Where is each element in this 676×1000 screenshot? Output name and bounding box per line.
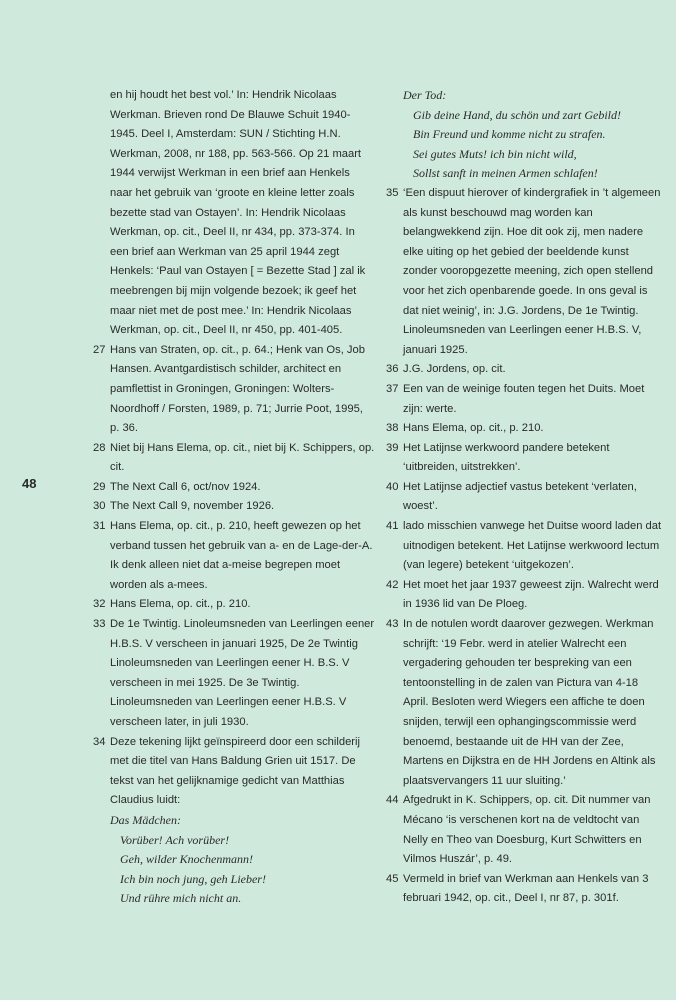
footnote-text: Vermeld in brief van Werkman aan Henkels van 3 februari 1942, op. cit., Deel I, nr 87, p. 301f.: [403, 872, 649, 905]
footnote-number: 28: [93, 441, 106, 454]
footnote: [93, 517, 375, 595]
footnote-number: 36: [386, 363, 399, 376]
footnote-text: De 1e Twintig. Linoleumsneden van Leerlingen eener H.B.S. V verscheen in januari 1925, De 2e Twintig Linoleumsneden van Leerlingen eener H. B.S. V verscheen in mei 1925. De 3e Twintig. Linoleumsneden van Leerlingen eener H.B.S. V verscheen later, in juli 1930.: [110, 618, 375, 728]
footnote-text: Hans Elema, op. cit., p. 210, heeft gewezen op het verband tussen het gebruik van a- en de Lage-der-A. Ik denk alleen niet dat a-meise begrepen moet worden als a-mees.: [110, 520, 373, 591]
footnote: [93, 733, 375, 811]
footnote-number: 41: [386, 520, 399, 533]
footnote-number: 39: [386, 441, 399, 454]
poem-heading: Das Mädchen:: [110, 812, 181, 827]
poem-line: Geh, wilder Knochenmann!: [120, 852, 253, 867]
footnote-text: lado misschien vanwege het Duitse woord laden dat uitnodigen betekent. Het Latijnse werkwoord lectum (van legere) betekent ‘uitgekozen’.: [403, 520, 662, 572]
poem-line: Bin Freund und komme nicht zu strafen.: [413, 127, 606, 142]
poem-line: Ich bin noch jung, geh Lieber!: [120, 871, 266, 886]
footnote: [386, 517, 662, 576]
left-notes-list: [93, 341, 375, 811]
footnote: [386, 184, 662, 360]
footnote-text: ‘Een dispuut hierover of kindergrafiek in ’t algemeen als kunst beschouwd mag worden kan belangwekkend zijn. Hoe dit ook zij, men nadere elke uiting op het gebied der beeldende kunst zonder vooropgezette meening, zich open stellend voor het zich openbarende goede. In ons geval is dat niet weinig’, in: J.G. Jordens, De 1e Twintig. Linoleumsneden van Leerlingen eener H.B.S. V, januari 1925.: [403, 186, 661, 356]
footnote-number: 38: [386, 422, 399, 435]
footnote: [93, 615, 375, 733]
footnote: [386, 419, 662, 439]
footnote: [386, 615, 662, 791]
poem-maiden: [93, 811, 375, 909]
footnote-number: 42: [386, 578, 399, 591]
footnote-number: 33: [93, 618, 106, 631]
poem-line: Gib deine Hand, du schön und zart Gebild!: [413, 107, 621, 122]
footnote-text: J.G. Jordens, op. cit.: [403, 363, 506, 376]
footnote-number: 29: [93, 480, 106, 493]
right-column: [386, 86, 662, 909]
footnote-number: 35: [386, 186, 399, 199]
footnote-number: 45: [386, 872, 399, 885]
poem-line: Vorüber! Ach vorüber!: [120, 832, 230, 847]
footnote-text: Het Latijnse werkwoord pandere betekent ‘uitbreiden, uitstrekken’.: [403, 441, 610, 474]
footnote-number: 32: [93, 598, 106, 611]
footnote-text: Hans van Straten, op. cit., p. 64.; Henk van Os, Job Hansen. Avantgardistisch schilder, architect en pamflettist in Groningen, Groningen: Wolters-Noordhoff / Forsten, 1989, p. 71; Jurrie Poot, 1995, p. 36.: [110, 343, 365, 435]
footnote-number: 31: [93, 520, 106, 533]
footnote: [386, 478, 662, 517]
footnote-number: 27: [93, 343, 106, 356]
poem-line: Sei gutes Muts! ich bin nicht wild,: [413, 146, 577, 161]
footnote: [386, 576, 662, 615]
footnote: [93, 341, 375, 439]
footnote: [386, 360, 662, 380]
footnote-text: Afgedrukt in K. Schippers, op. cit. Dit nummer van Mécano ‘is verschenen kort na de veldtocht van Nelly en Theo van Doesburg, Kurt Schwitters en Vilmos Huszár’, p. 49.: [403, 794, 651, 866]
footnote: [386, 439, 662, 478]
footnote-number: 44: [386, 794, 399, 807]
footnote-number: 34: [93, 735, 106, 748]
footnote-text: The Next Call 6, oct/nov 1924.: [110, 480, 261, 493]
page-number: 48: [22, 476, 37, 491]
footnote-text: Een van de weinige fouten tegen het Duits. Moet zijn: werte.: [403, 382, 645, 415]
footnote-text: Hans Elema, op. cit., p. 210.: [110, 598, 251, 611]
footnote-number: 40: [386, 480, 399, 493]
footnote-text: The Next Call 9, november 1926.: [110, 500, 275, 513]
poem-line: Und rühre mich nicht an.: [120, 891, 242, 906]
poem-death: [386, 86, 662, 184]
footnote-text: Niet bij Hans Elema, op. cit., niet bij K. Schippers, op. cit.: [110, 441, 375, 474]
left-column: [93, 86, 375, 909]
footnote-text: Het Latijnse adjectief vastus betekent ‘verlaten, woest’.: [403, 480, 637, 513]
poem-line: Sollst sanft in meinen Armen schlafen!: [413, 166, 598, 181]
footnote: [386, 870, 662, 909]
footnote: [93, 439, 375, 478]
footnote: [386, 791, 662, 869]
footnote: [386, 380, 662, 419]
footnote: [93, 478, 375, 498]
poem-heading: Der Tod:: [403, 88, 447, 102]
footnote-text: Het moet het jaar 1937 geweest zijn. Walrecht werd in 1936 lid van De Ploeg.: [403, 578, 659, 611]
footnote: [93, 595, 375, 615]
right-notes-list: [386, 184, 662, 909]
footnote-text: Deze tekening lijkt geïnspireerd door een schilderij met die titel van Hans Baldung Grien uit 1517. De tekst van het gelijknamige gedicht van Matthias Claudius luidt:: [110, 735, 360, 807]
footnote-number: 30: [93, 500, 106, 513]
footnote-text: Hans Elema, op. cit., p. 210.: [403, 422, 544, 435]
footnote-number: 37: [386, 382, 399, 395]
note-continuation: en hij houdt het best vol.’ In: Hendrik Nicolaas Werkman. Brieven rond De Blauwe Schuit 1940-1945. Deel I, Amsterdam: SUN / Stichting H.N. Werkman, 2008, nr 188, pp. 563-566. Op 21 maart 1944 verwijst Werkman in een brief aan Henkels naar het gebruik van ‘groote en kleine letter zoals bezette stad van Ostayen’. In: Hendrik Nicolaas Werkman, op. cit., Deel II, nr 434, pp. 373-374. In een brief aan Werkman van 25 april 1944 zegt Henkels: ‘Paul van Ostayen [ = Bezette Stad ] zal ik meebrengen bij mijn volgende bezoek; ik geef het maar niet met de post mee.’ In: Hendrik Nicolaas Werkman, op. cit., Deel II, nr 450, pp. 401-405.: [110, 89, 366, 337]
footnote-text: In de notulen wordt daarover gezwegen. Werkman schrijft: ‘19 Febr. werd in atelier Walrecht een vergadering gehouden ter bespreking van een tentoonstelling in de zalen van Pictura van 4-18 April. Besloten werd Wiegers een affiche te doen snijden, terwijl een ophangingscommissie werd benoemd, bestaande uit de HH van der Zee, Martens en Dijkstra en de HH Jordens en Altink als plaatsvervangers 11 uur sluiting.’: [403, 618, 656, 787]
footnote-number: 43: [386, 618, 399, 631]
footnote: [93, 497, 375, 517]
